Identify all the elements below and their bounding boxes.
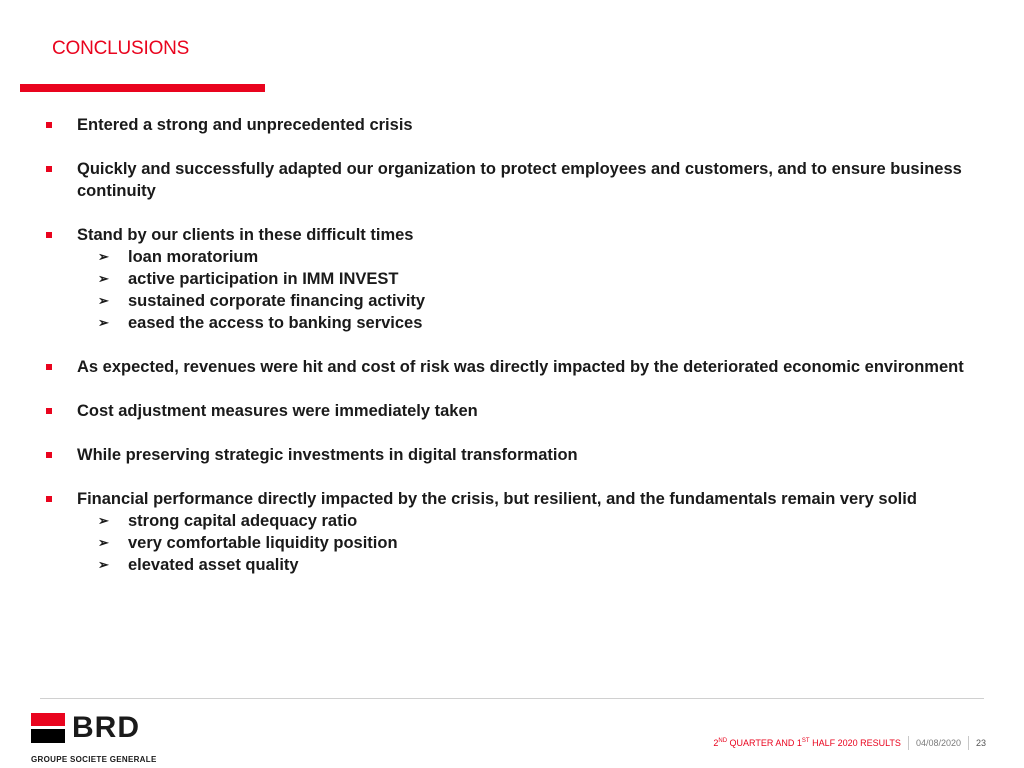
sub-bullet-text: strong capital adequacy ratio <box>128 512 358 530</box>
sub-bullet-text: loan moratorium <box>128 248 259 266</box>
bullet-item <box>44 114 984 136</box>
sub-bullet-text: eased the access to banking services <box>128 314 423 332</box>
bullet-text: Stand by our clients in these difficult times <box>77 226 414 244</box>
logo-text: BRD <box>72 711 140 744</box>
report-date: 04/08/2020 <box>915 738 961 748</box>
sub-bullet-text: active participation in IMM INVEST <box>128 270 399 288</box>
arrow-bullet-icon: ➢ <box>98 271 109 286</box>
arrow-bullet-icon: ➢ <box>98 513 109 528</box>
sub-bullet-text: elevated asset quality <box>128 556 299 574</box>
page-number: 23 <box>975 738 986 748</box>
sub-bullet-item <box>77 290 984 312</box>
footer-separator <box>968 736 969 750</box>
bullet-item <box>44 356 984 378</box>
square-bullet-icon <box>46 408 52 414</box>
square-bullet-icon <box>46 166 52 172</box>
logo-subtitle: GROUPE SOCIETE GENERALE <box>31 755 157 764</box>
sub-bullet-item <box>77 510 984 532</box>
bullet-text: Financial performance directly impacted by the crisis, but resilient, and the fundamentals remain very solid <box>77 490 917 508</box>
bullet-item <box>44 158 984 202</box>
sub-bullet-item <box>77 554 984 576</box>
footer-info <box>713 736 986 750</box>
report-title: 2ND QUARTER AND 1ST HALF 2020 RESULTS <box>713 738 901 748</box>
square-bullet-icon <box>46 452 52 458</box>
bullet-text: Entered a strong and unprecedented crisis <box>77 116 413 134</box>
arrow-bullet-icon: ➢ <box>98 249 109 264</box>
footer-divider <box>40 698 984 699</box>
square-bullet-icon <box>46 496 52 502</box>
square-bullet-icon <box>46 122 52 128</box>
arrow-bullet-icon: ➢ <box>98 535 109 550</box>
bullet-item <box>44 224 984 334</box>
bullet-item <box>44 400 984 422</box>
bullet-item <box>44 488 984 576</box>
sub-bullet-item <box>77 532 984 554</box>
bullet-text: Quickly and successfully adapted our organization to protect employees and customers, and to ensure business continuity <box>77 160 962 200</box>
page-title: CONCLUSIONS <box>52 38 190 59</box>
conclusions-list <box>44 114 984 598</box>
bullet-text: Cost adjustment measures were immediately taken <box>77 402 478 420</box>
footer-separator <box>908 736 909 750</box>
square-bullet-icon <box>46 232 52 238</box>
sub-bullet-text: very comfortable liquidity position <box>128 534 398 552</box>
arrow-bullet-icon: ➢ <box>98 293 109 308</box>
bullet-item <box>44 444 984 466</box>
square-bullet-icon <box>46 364 52 370</box>
arrow-bullet-icon: ➢ <box>98 557 109 572</box>
arrow-bullet-icon: ➢ <box>98 315 109 330</box>
title-underline <box>20 84 265 92</box>
bullet-text: As expected, revenues were hit and cost of risk was directly impacted by the deteriorated economic environment <box>77 358 964 376</box>
bullet-text: While preserving strategic investments in digital transformation <box>77 446 578 464</box>
sub-bullet-item <box>77 246 984 268</box>
brd-logo-icon <box>31 713 65 743</box>
sub-bullet-text: sustained corporate financing activity <box>128 292 426 310</box>
sub-bullet-item <box>77 268 984 290</box>
sub-bullet-item <box>77 312 984 334</box>
